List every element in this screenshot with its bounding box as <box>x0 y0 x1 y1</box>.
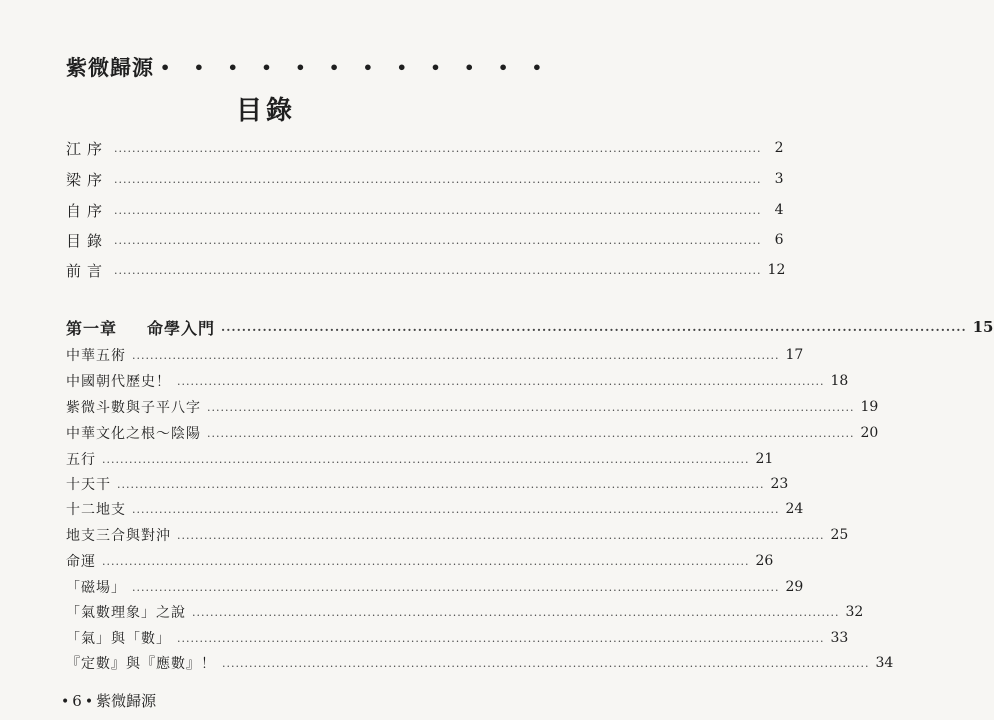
chapter-entry[interactable] <box>66 316 994 338</box>
dot-leader: ................................................................................................................................................ <box>222 656 870 670</box>
section-page: 21 <box>755 451 774 467</box>
dot-leader: ................................................................................................................................................ <box>117 477 765 491</box>
toc-section-entry[interactable] <box>66 653 894 673</box>
footer-book-title: 紫微歸源 <box>96 692 157 710</box>
dot-leader: ................................................................................................................................................ <box>132 348 780 362</box>
toc-entry[interactable] <box>66 138 784 158</box>
dot-leader: ................................................................................................................................................ <box>192 605 840 619</box>
section-page: 24 <box>785 501 804 517</box>
toc-entry-page: 6 <box>774 232 784 248</box>
toc-entry-label: 目錄 <box>66 231 109 250</box>
dot-leader: ................................................................................................................................................ <box>207 400 855 414</box>
toc-entry-page: 3 <box>774 171 784 187</box>
section-label: 「氣」與「數」 <box>66 631 171 647</box>
dot-leader: ................................................................................................................................................ <box>114 233 762 247</box>
toc-entry-page: 4 <box>774 202 784 218</box>
section-page: 34 <box>875 655 894 671</box>
section-page: 29 <box>785 579 804 595</box>
section-label: 命運 <box>66 554 96 570</box>
dot-leader: ................................................................................................................................................ <box>132 580 780 594</box>
dot-leader: ................................................................................................................................................ <box>114 263 762 277</box>
section-page: 20 <box>860 425 879 441</box>
toc-entry[interactable] <box>66 260 786 280</box>
toc-section-entry[interactable] <box>66 423 879 443</box>
section-page: 23 <box>770 476 789 492</box>
toc-entry-page: 12 <box>767 262 786 278</box>
section-label: 中華五術 <box>66 348 126 364</box>
dot-leader: ................................................................................................................................................ <box>221 320 967 334</box>
section-page: 19 <box>860 399 879 415</box>
dot-leader: ................................................................................................................................................ <box>132 502 780 516</box>
toc-entry[interactable] <box>66 169 784 189</box>
chapter-title: 命學入門 <box>147 318 216 338</box>
section-page: 17 <box>785 347 804 363</box>
toc-entry-label: 梁序 <box>66 170 109 189</box>
dot-leader: ................................................................................................................................................ <box>177 631 825 645</box>
section-label: 五行 <box>66 452 96 468</box>
toc-entry-label: 前言 <box>66 261 109 280</box>
section-label: 十天干 <box>66 477 111 493</box>
section-label: 『定數』與『應數』！ <box>66 656 216 672</box>
toc-section-entry[interactable] <box>66 628 849 648</box>
dot-leader: ................................................................................................................................................ <box>177 374 825 388</box>
toc-entry-label: 江序 <box>66 139 109 158</box>
section-page: 18 <box>830 373 849 389</box>
toc-entry[interactable] <box>66 200 784 220</box>
dot-leader: ................................................................................................................................................ <box>102 554 750 568</box>
page-title: 目錄 <box>235 96 296 126</box>
toc-section-entry[interactable] <box>66 551 774 571</box>
toc-entry[interactable] <box>66 230 784 250</box>
chapter-page: 15 <box>972 318 994 336</box>
page-footer <box>58 690 156 711</box>
toc-section-entry[interactable] <box>66 577 804 597</box>
dot-leader: ................................................................................................................................................ <box>114 172 762 186</box>
section-label: 地支三合與對沖 <box>66 528 171 544</box>
running-header <box>66 50 551 84</box>
section-label: 中國朝代歷史！ <box>66 374 171 390</box>
toc-section-entry[interactable] <box>66 474 789 494</box>
section-page: 32 <box>845 604 864 620</box>
toc-entry-label: 自序 <box>66 201 109 220</box>
section-page: 33 <box>830 630 849 646</box>
chapter-label <box>66 316 215 339</box>
footer-page-number: 6 <box>72 692 82 710</box>
dot-leader: ................................................................................................................................................ <box>102 452 750 466</box>
bullet-icon: • <box>84 694 94 710</box>
toc-section-entry[interactable] <box>66 345 804 365</box>
toc-section-entry[interactable] <box>66 449 774 469</box>
section-label: 紫微斗數與子平八字 <box>66 400 201 416</box>
dot-leader: ................................................................................................................................................ <box>177 528 825 542</box>
toc-section-entry[interactable] <box>66 397 879 417</box>
section-label: 中華文化之根～陰陽 <box>66 426 201 442</box>
header-book-title: 紫微歸源 <box>66 55 154 80</box>
dot-leader: ................................................................................................................................................ <box>207 426 855 440</box>
toc-section-entry[interactable] <box>66 602 864 622</box>
section-label: 「氣數理象」之說 <box>66 605 186 621</box>
section-page: 25 <box>830 527 849 543</box>
chapter-number: 第一章 <box>66 318 118 338</box>
toc-entry-page: 2 <box>774 140 784 156</box>
header-dot-rule: • • • • • • • • • • • • <box>160 57 551 77</box>
toc-section-entry[interactable] <box>66 499 804 519</box>
section-label: 「磁場」 <box>66 580 126 596</box>
toc-section-entry[interactable] <box>66 525 849 545</box>
section-page: 26 <box>755 553 774 569</box>
bullet-icon: • <box>61 694 70 710</box>
toc-section-entry[interactable] <box>66 371 849 391</box>
dot-leader: ................................................................................................................................................ <box>114 203 762 217</box>
dot-leader: ................................................................................................................................................ <box>114 141 762 155</box>
section-label: 十二地支 <box>66 502 126 518</box>
